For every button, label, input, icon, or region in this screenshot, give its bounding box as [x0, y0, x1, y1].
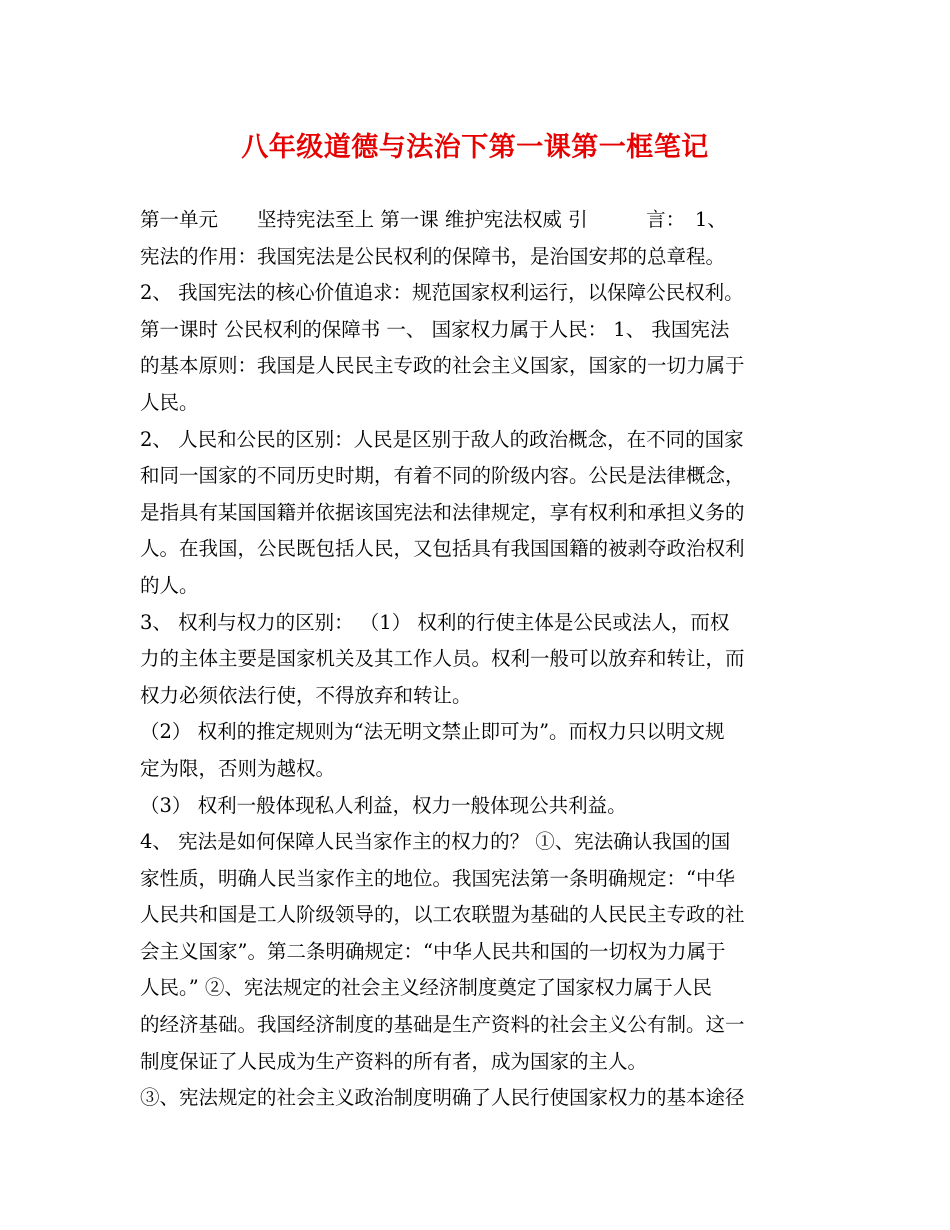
text-line: 的经济基础。我国经济制度的基础是生产资料的社会主义公有制。这一 — [140, 1013, 745, 1037]
text-line: 2、 人民和公民的区别：人民是区别于敌人的政治概念，在不同的国家 — [140, 427, 744, 451]
text-line: 4、 宪法是如何保障人民当家作主的权力的？ ①、宪法确认我国的国 — [140, 830, 731, 854]
text-line: 和同一国家的不同历史时期，有着不同的阶级内容。公民是法律概念， — [140, 464, 745, 488]
text-line: 定为限，否则为越权。 — [140, 756, 336, 780]
text-line: 3、 权利与权力的区别： （1） 权利的行使主体是公民或法人，而权 — [140, 610, 730, 634]
text-line: 2、 我国宪法的核心价值追求：规范国家权利运行，以保障公民权利。 — [140, 281, 744, 305]
text-line: 会主义国家”。第二条明确规定：“中华人民共和国的一切权为力属于 — [140, 939, 726, 963]
text-line: ③、宪法规定的社会主义政治制度明确了人民行使国家权力的基本途径 — [140, 1086, 745, 1110]
text-line: 宪法的作用：我国宪法是公民权利的保障书，是治国安邦的总章程。 — [140, 244, 726, 268]
text-line: 的基本原则：我国是人民民主专政的社会主义国家，国家的一切力属于 — [140, 354, 745, 378]
text-line: 权力必须依法行使，不得放弃和转让。 — [140, 683, 472, 707]
text-line: 人民。 — [140, 390, 199, 414]
text-line: （3） 权利一般体现私人利益，权力一般体现公共利益。 — [140, 793, 627, 817]
text-line: 第一单元 坚持宪法至上 第一课 维护宪法权威 引 言： 1、 — [140, 208, 727, 231]
text-line: 是指具有某国国籍并依据该国宪法和法律规定，享有权利和承担义务的 — [140, 500, 745, 524]
text-line: 制度保证了人民成为生产资料的所有者，成为国家的主人。 — [140, 1049, 648, 1073]
text-line: 人民。” ②、宪法规定的社会主义经济制度奠定了国家权力属于人民 — [140, 976, 712, 1000]
text-line: 第一课时 公民权利的保障书 一、 国家权力属于人民： 1、 我国宪法 — [140, 317, 730, 341]
text-line: 人。在我国，公民既包括人民，又包括具有我国国籍的被剥夺政治权利 — [140, 537, 745, 561]
document-title: 八年级道德与法治下第一课第一框笔记 — [241, 132, 709, 163]
text-line: 人民共和国是工人阶级领导的，以工农联盟为基础的人民民主专政的社 — [140, 903, 745, 927]
text-line: 家性质，明确人民当家作主的地位。我国宪法第一条明确规定：“中华 — [140, 866, 735, 890]
text-line: 力的主体主要是国家机关及其工作人员。权利一般可以放弃和转让，而 — [140, 647, 745, 671]
text-line: 的人。 — [140, 573, 199, 597]
text-line: （2） 权利的推定规则为“法无明文禁止即可为”。而权力只以明文规 — [140, 720, 725, 744]
document-body — [140, 202, 820, 1117]
